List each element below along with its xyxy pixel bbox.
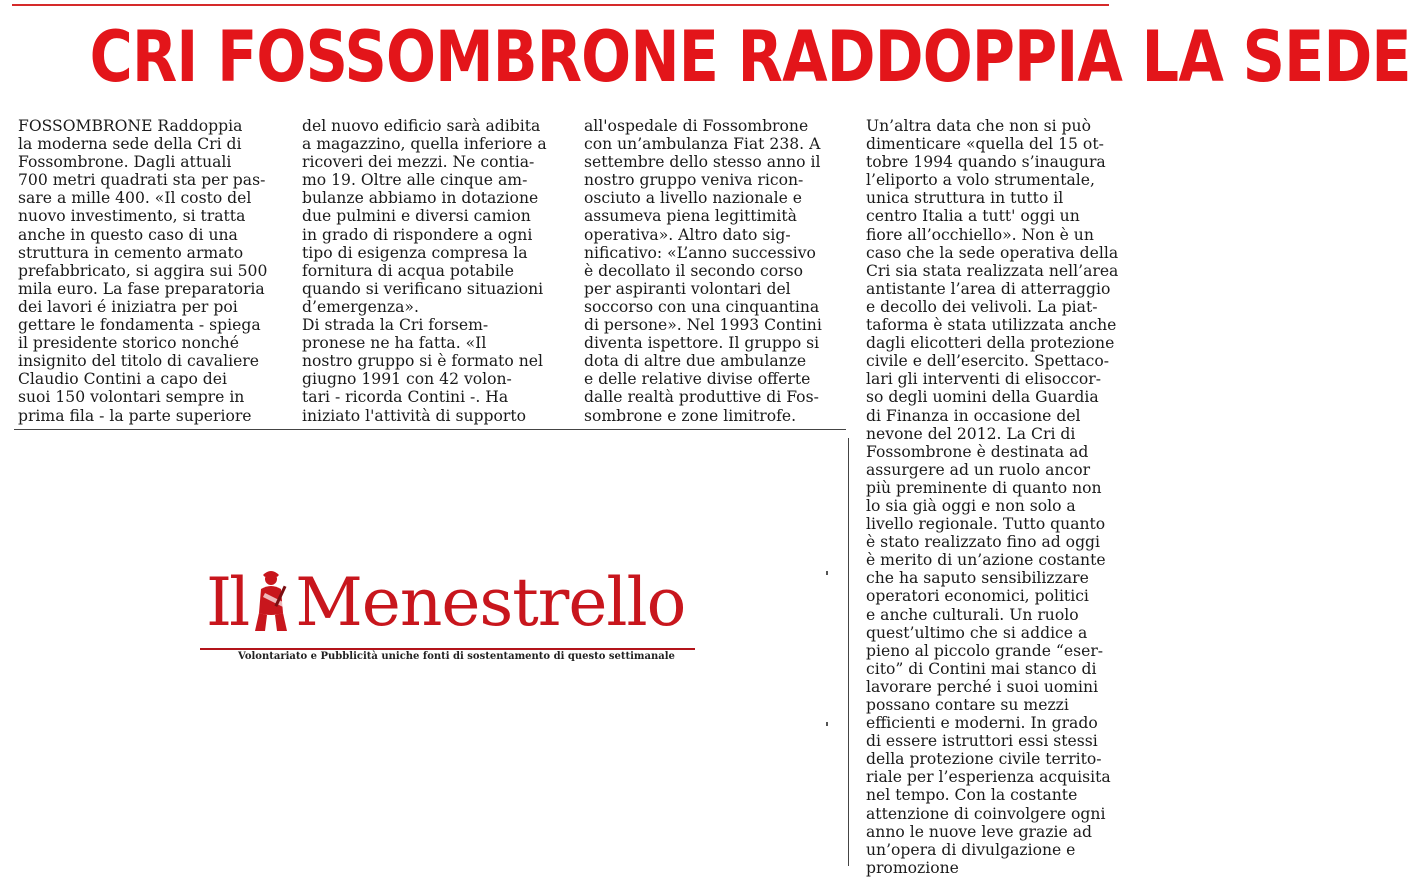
article-text-line: lavorare perché i suoi uomini (866, 677, 1099, 696)
article-text-line: insignito del titolo di cavaliere (18, 352, 259, 371)
article-text-line: assurgere ad un ruolo ancor (866, 460, 1091, 479)
article-text-line: della protezione civile territo- (866, 750, 1102, 769)
article-text-line: nevone del 2012. La Cri di (866, 424, 1076, 443)
article-text-line: a magazzino, quella inferiore a (302, 135, 547, 154)
article-text-line: operativa». Altro dato sig- (584, 225, 791, 244)
article-text-line: è merito di un’azione costante (866, 551, 1106, 570)
article-column-3 (584, 117, 822, 425)
article-text-line: sombrone e zone limitrofe. (584, 406, 797, 425)
article-text-line: con un’ambulanza Fiat 238. A (584, 135, 821, 154)
article-text-line: anche in questo caso di una (18, 225, 238, 244)
article-text-line: pieno al piccolo grande “eser- (866, 641, 1104, 660)
article-text-line: pronese ne ha fatta. «Il (302, 334, 487, 353)
article-text-line: diventa ispettore. Il gruppo si (584, 334, 820, 353)
article-text-line: più preminente di quanto non (866, 478, 1102, 497)
minstrel-icon (249, 569, 293, 635)
article-text-line: efficienti e moderni. In grado (866, 714, 1098, 733)
article-text-line: nostro gruppo veniva ricon- (584, 171, 804, 190)
article-text-line: fiore all’occhiello». Non è un (866, 225, 1094, 244)
article-text-line: Un’altra data che non si può (866, 117, 1091, 135)
article-text-line: l’eliporto a volo strumentale, (866, 171, 1095, 190)
article-text-line: giugno 1991 con 42 volon- (302, 370, 512, 389)
top-rule (12, 4, 1109, 6)
article-text-line: iniziato l'attività di supporto (302, 406, 526, 425)
article-text-line: dimenticare «quella del 15 ot- (866, 135, 1104, 154)
article-text-line: di persone». Nel 1993 Contini (584, 316, 822, 335)
article-text-line: nificativo: «L’anno successivo (584, 243, 816, 262)
headline: CRI FOSSOMBRONE RADDOPPIA LA SEDE (89, 16, 1411, 98)
article-text-line: Fossombrone. Dagli attuali (18, 153, 232, 172)
article-text-line: suoi 150 volontari sempre in (18, 388, 245, 407)
scan-mark (826, 722, 828, 726)
article-text-line: antistante l’area di atterraggio (866, 279, 1111, 298)
article-text-line: ricoveri dei mezzi. Ne contia- (302, 153, 535, 172)
article-text-line: due pulmini e diversi camion (302, 207, 531, 226)
article-text-line: d’emergenza». (302, 297, 419, 316)
article-text-line: tari - ricorda Contini -. Ha (302, 388, 509, 407)
article-text-line: Fossombrone è destinata ad (866, 442, 1089, 461)
article-text-line: caso che la sede operativa della (866, 243, 1119, 262)
article-text-line: in grado di rispondere a ogni (302, 225, 533, 244)
article-text-line: di Finanza in occasione del (866, 406, 1081, 425)
article-text-line: mo 19. Oltre alle cinque am- (302, 171, 528, 190)
article-text-line: so degli uomini della Guardia (866, 388, 1099, 407)
article-text-line: e decollo dei velivoli. La piat- (866, 297, 1098, 316)
article-text-line: fornitura di acqua potabile (302, 261, 515, 280)
article-text-line: Claudio Contini a capo dei (18, 370, 227, 389)
logo-name-first: Il (206, 564, 248, 641)
article-column-2 (302, 117, 547, 425)
article-text-line: dalle realtà produttive di Fos- (584, 388, 819, 407)
article-text-line: quest’ultimo che si addice a (866, 623, 1088, 642)
article-text-line: operatori economici, politici (866, 587, 1089, 606)
article-text-line: Cri sia stata realizzata nell’area (866, 261, 1119, 280)
article-text-line: mila euro. La fase preparatoria (18, 279, 265, 298)
article-text-line: nel tempo. Con la costante (866, 786, 1078, 805)
article-text-line: per aspiranti volontari del (584, 279, 791, 298)
article-text-line: possano contare su mezzi (866, 696, 1069, 714)
article-text-line: livello regionale. Tutto quanto (866, 515, 1106, 534)
article-text-line: 700 metri quadrati sta per pas- (18, 171, 266, 190)
article-text-line: e anche culturali. Un ruolo (866, 605, 1079, 624)
article-text-line: attenzione di coinvolgere ogni (866, 804, 1106, 823)
article-text-line: lari gli interventi di elisoccor- (866, 370, 1101, 389)
article-text-line: taforma è stata utilizzata anche (866, 316, 1117, 335)
article-text-line: quando si verificano situazioni (302, 279, 544, 298)
article-text-line: settembre dello stesso anno il (584, 153, 821, 172)
article-text-line: lo sia già oggi e non solo a (866, 496, 1076, 515)
scan-mark (826, 571, 828, 575)
article-text-line: Di strada la Cri forsem- (302, 316, 489, 335)
article-text-line: prefabbricato, si aggira sui 500 (18, 261, 268, 280)
article-text-line: e delle relative divise offerte (584, 370, 811, 389)
article-text-line: cito” di Contini mai stanco di (866, 659, 1097, 678)
logo-underline (200, 648, 695, 650)
article-text-line: osciuto a livello nazionale e (584, 189, 803, 208)
article-text-line: bulanze abbiamo in dotazione (302, 189, 539, 208)
article-text-line: nuovo investimento, si tratta (18, 207, 246, 226)
logo-name-rest: Menestrello (295, 564, 686, 641)
article-text-line: struttura in cemento armato (18, 243, 244, 262)
article-column-1 (18, 117, 267, 425)
article-text-line: il presidente storico nonché (18, 334, 239, 353)
article-text-line: dagli elicotteri della protezione (866, 334, 1115, 353)
article-text-line: all'ospedale di Fossombrone (584, 117, 809, 135)
article-text-line: che ha saputo sensibilizzare (866, 569, 1089, 588)
article-column-4 (866, 117, 1118, 877)
masthead-logo (200, 565, 695, 665)
article-text-line: anno le nuove leve grazie ad (866, 822, 1092, 841)
logo-tagline: Volontariato e Pubblicità uniche fonti di sostentamento di questo settimanale (238, 651, 675, 662)
article-text-line: soccorso con una cinquantina (584, 297, 820, 316)
article-text-line: sare a mille 400. «Il costo del (18, 189, 252, 208)
article-text-line: prima fila - la parte superiore (18, 406, 252, 425)
article-text-line: assumeva piena legittimità (584, 207, 797, 226)
article-text-line: la moderna sede della Cri di (18, 135, 242, 154)
article-text-line: FOSSOMBRONE Raddoppia (18, 117, 243, 135)
article-text-line: promozione (866, 858, 959, 877)
column-divider-horizontal (14, 429, 846, 430)
article-text-line: del nuovo edificio sarà adibita (302, 117, 541, 135)
article-text-line: dota di altre due ambulanze (584, 352, 807, 371)
article-text-line: unica struttura in tutto il (866, 189, 1064, 208)
logo-wordmark (206, 565, 685, 641)
article-text-line: tipo di esigenza compresa la (302, 243, 528, 262)
article-text-line: riale per l’esperienza acquisita (866, 768, 1111, 787)
article-text-line: civile e dell’esercito. Spettaco- (866, 352, 1110, 371)
article-text-line: nostro gruppo si è formato nel (302, 352, 543, 371)
article-text-line: è stato realizzato fino ad oggi (866, 533, 1101, 552)
article-text-line: tobre 1994 quando s’inaugura (866, 153, 1106, 172)
article-text-line: un’opera di divulgazione e (866, 840, 1076, 859)
column-divider-vertical (848, 438, 849, 866)
article-text-line: di essere istruttori essi stessi (866, 732, 1098, 751)
article-text-line: è decollato il secondo corso (584, 261, 804, 280)
article-text-line: gettare le fondamenta - spiega (18, 316, 261, 335)
article-text-line: dei lavori é iniziatra per poi (18, 297, 238, 316)
article-text-line: centro Italia a tutt' oggi un (866, 207, 1080, 226)
